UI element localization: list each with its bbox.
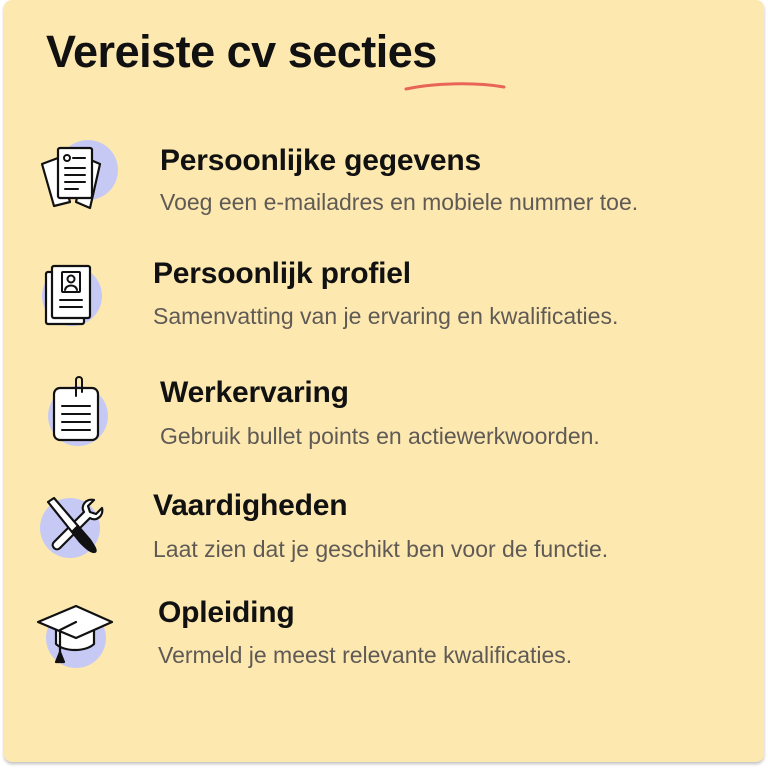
section-description: Samenvatting van je ervaring en kwalificaties. <box>153 303 619 329</box>
section-description: Laat zien dat je geschikt ben voor de functie. <box>153 536 609 562</box>
section-title: Persoonlijk profiel <box>153 257 411 290</box>
profile-document-icon <box>36 256 116 336</box>
graduation-cap-icon <box>36 596 116 676</box>
tools-icon <box>34 488 114 568</box>
section-description: Voeg een e-mailadres en mobiele nummer toe. <box>160 189 639 215</box>
section-description: Gebruik bullet points en actiewerkwoorden. <box>160 423 600 449</box>
title-underline <box>404 80 508 94</box>
page-title: Vereiste cv secties <box>46 26 437 77</box>
section-title: Werkervaring <box>160 376 349 409</box>
section-description: Vermeld je meest relevante kwalificaties. <box>158 642 573 668</box>
section-title: Vaardigheden <box>153 489 348 522</box>
documents-icon <box>38 136 118 216</box>
cv-sections-card <box>4 0 764 762</box>
section-title: Persoonlijke gegevens <box>160 144 481 177</box>
section-title: Opleiding <box>158 596 295 629</box>
clipboard-note-icon <box>38 374 118 454</box>
